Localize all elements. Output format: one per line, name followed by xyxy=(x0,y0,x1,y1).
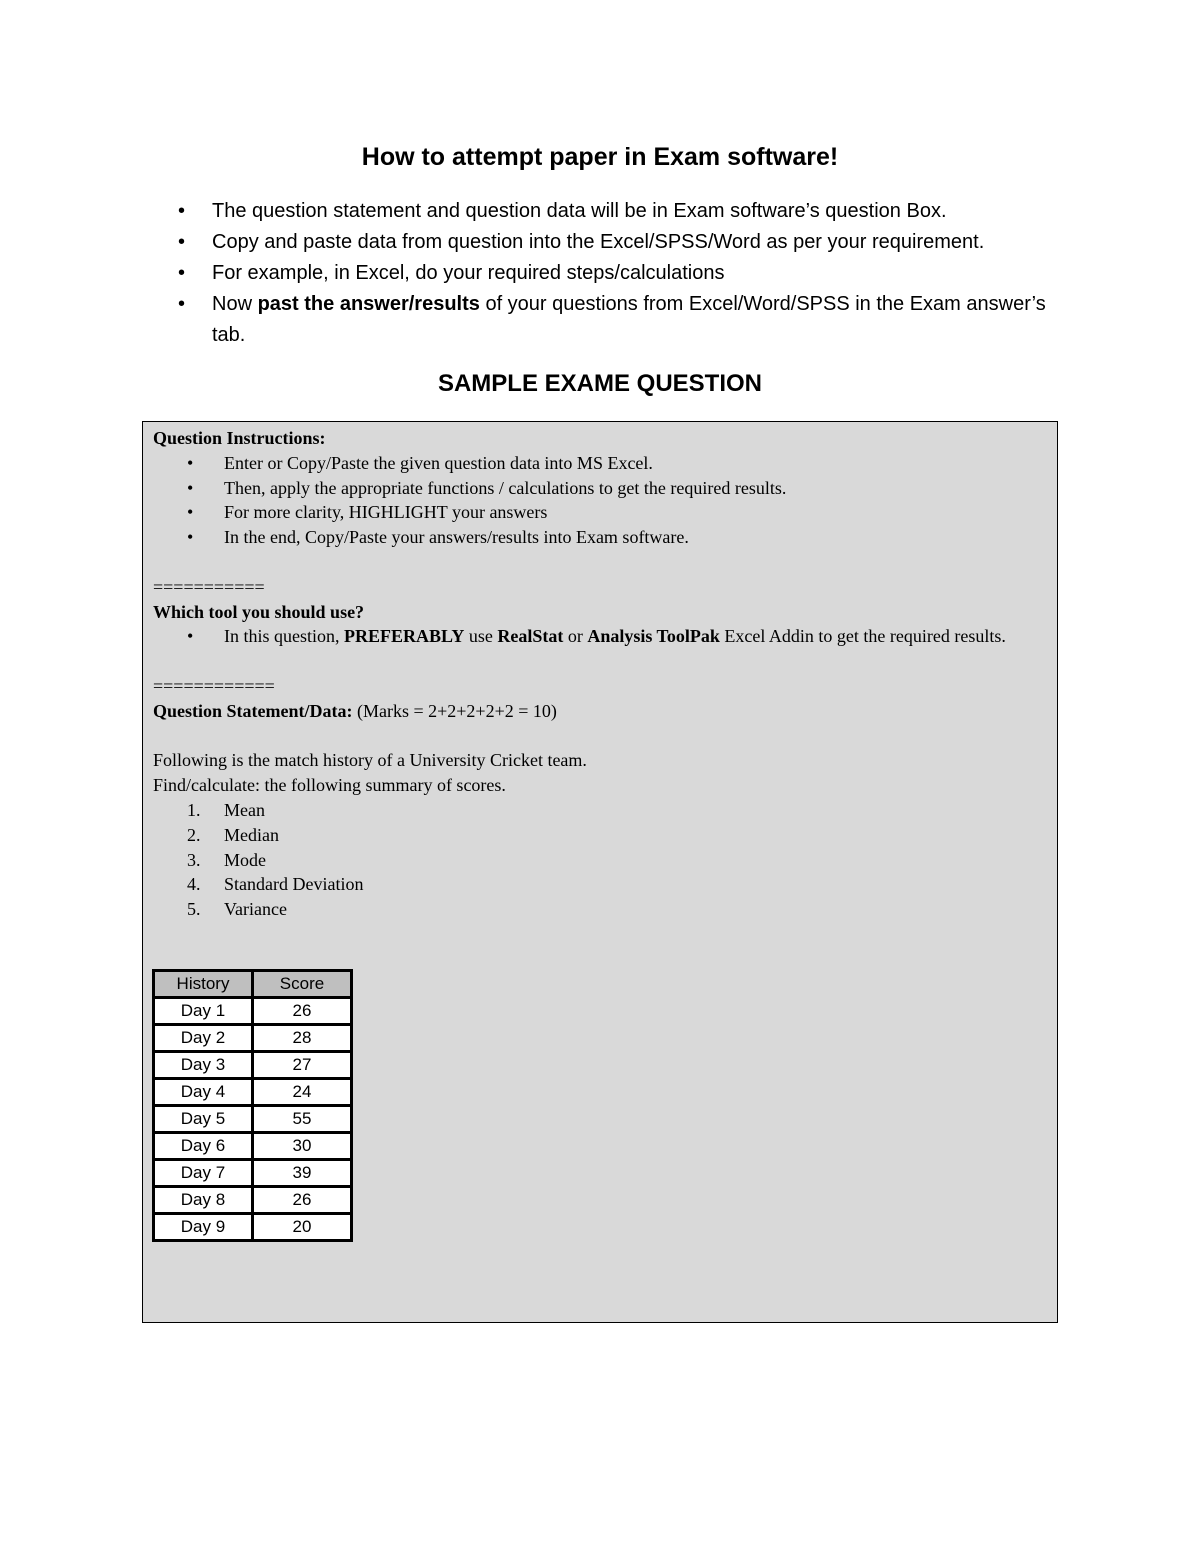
history-cell: Day 5 xyxy=(154,1106,253,1133)
task-number: 4. xyxy=(187,874,201,895)
instructions-list xyxy=(153,451,1033,550)
bullet-icon: • xyxy=(178,293,186,315)
instruction-text: In the end, Copy/Paste your answers/results into Exam software. xyxy=(224,527,689,548)
divider-1: =========== xyxy=(153,576,265,597)
task-label: Mode xyxy=(224,849,266,870)
history-cell: Day 1 xyxy=(154,998,253,1025)
bullet-icon: • xyxy=(178,231,186,253)
score-cell: 24 xyxy=(253,1079,352,1106)
task-number: 3. xyxy=(187,849,201,870)
intro-item xyxy=(178,196,1058,227)
bullet-icon: • xyxy=(187,452,194,473)
text-segment: Excel Addin to get the required results. xyxy=(719,626,1006,647)
text-segment: use xyxy=(464,626,498,647)
history-cell: Day 7 xyxy=(154,1160,253,1187)
text-segment: of your questions from Excel/Word/SPSS in the Exam answer’s tab. xyxy=(212,293,1046,346)
task-label: Standard Deviation xyxy=(224,874,364,895)
divider-2: ============ xyxy=(153,675,275,696)
instruction-item xyxy=(153,476,1033,501)
instruction-item xyxy=(153,451,1033,476)
intro-list xyxy=(178,196,1058,351)
score-table xyxy=(152,969,353,1242)
table-row xyxy=(154,1187,352,1214)
tool-heading: Which tool you should use? xyxy=(153,601,365,622)
page-title: How to attempt paper in Exam software! xyxy=(361,143,839,171)
task-item xyxy=(153,848,1033,873)
table-row xyxy=(154,1025,352,1052)
score-cell: 39 xyxy=(253,1160,352,1187)
tool-list xyxy=(153,624,1033,649)
score-cell: 28 xyxy=(253,1025,352,1052)
score-cell: 26 xyxy=(253,1187,352,1214)
instructions-heading: Question Instructions: xyxy=(153,428,326,448)
bullet-icon: • xyxy=(178,262,186,284)
bold-text: PREFERABLY xyxy=(344,626,465,647)
bullet-icon: • xyxy=(187,626,194,647)
bullet-icon: • xyxy=(178,200,186,222)
table-header-row xyxy=(154,971,352,998)
tool-item xyxy=(153,624,1033,649)
score-cell: 27 xyxy=(253,1052,352,1079)
bold-text: past the answer/results xyxy=(257,293,480,315)
bold-text: Analysis ToolPak xyxy=(587,626,720,647)
tasks-list xyxy=(153,798,1033,922)
sample-title: SAMPLE EXAME QUESTION xyxy=(437,370,763,397)
table-row xyxy=(154,1106,352,1133)
task-item xyxy=(153,823,1033,848)
table-row xyxy=(154,1160,352,1187)
history-cell: Day 8 xyxy=(154,1187,253,1214)
instruction-item xyxy=(153,500,1033,525)
tool-text xyxy=(224,626,1006,646)
table-row xyxy=(154,1052,352,1079)
history-cell: Day 9 xyxy=(154,1214,253,1241)
marks-text: (Marks = 2+2+2+2+2 = 10) xyxy=(352,700,557,721)
bold-text: RealStat xyxy=(497,626,564,647)
text-segment: Now xyxy=(212,293,258,315)
intro-text xyxy=(212,231,984,253)
question-box xyxy=(142,421,1058,1323)
task-number: 1. xyxy=(187,799,201,820)
instruction-text: Enter or Copy/Paste the given question data into MS Excel. xyxy=(224,452,653,473)
text-segment: The question statement and question data will be in Exam software’s question Box. xyxy=(212,200,947,222)
question-content xyxy=(153,426,1033,922)
text-segment: For example, in Excel, do your required steps/calculations xyxy=(212,262,725,284)
bullet-icon: • xyxy=(187,527,194,548)
intro-item xyxy=(178,289,1058,351)
task-item xyxy=(153,897,1033,922)
history-cell: Day 2 xyxy=(154,1025,253,1052)
intro-text xyxy=(212,200,947,222)
history-cell: Day 6 xyxy=(154,1133,253,1160)
intro-text xyxy=(212,262,724,284)
score-cell: 30 xyxy=(253,1133,352,1160)
text-segment: Copy and paste data from question into the Excel/SPSS/Word as per your requirement. xyxy=(212,231,985,253)
text-segment: or xyxy=(563,626,588,647)
table-row xyxy=(154,1214,352,1241)
intro-text xyxy=(212,293,1046,346)
score-cell: 20 xyxy=(253,1214,352,1241)
bullet-icon: • xyxy=(187,477,194,498)
instruction-item xyxy=(153,525,1033,550)
score-cell: 55 xyxy=(253,1106,352,1133)
instruction-text: For more clarity, HIGHLIGHT your answers xyxy=(224,502,548,523)
header-history: History xyxy=(154,971,253,998)
score-cell: 26 xyxy=(253,998,352,1025)
description-line-1: Following is the match history of a University Cricket team. xyxy=(153,750,587,771)
instruction-text: Then, apply the appropriate functions / calculations to get the required results. xyxy=(224,477,787,498)
table-row xyxy=(154,1133,352,1160)
table-row xyxy=(154,1079,352,1106)
task-label: Median xyxy=(224,824,279,845)
description-line-2: Find/calculate: the following summary of scores. xyxy=(153,775,506,796)
task-item xyxy=(153,798,1033,823)
header-score: Score xyxy=(253,971,352,998)
task-number: 5. xyxy=(187,899,201,920)
task-item xyxy=(153,872,1033,897)
task-number: 2. xyxy=(187,824,201,845)
text-segment: In this question, xyxy=(224,626,344,647)
statement-heading: Question Statement/Data: xyxy=(153,700,353,721)
statement-line xyxy=(153,699,1033,724)
table-row xyxy=(154,998,352,1025)
intro-item xyxy=(178,258,1058,289)
task-label: Mean xyxy=(224,799,265,820)
bullet-icon: • xyxy=(187,502,194,523)
table-body xyxy=(154,998,352,1241)
intro-item xyxy=(178,227,1058,258)
history-cell: Day 4 xyxy=(154,1079,253,1106)
task-label: Variance xyxy=(224,899,287,920)
history-cell: Day 3 xyxy=(154,1052,253,1079)
